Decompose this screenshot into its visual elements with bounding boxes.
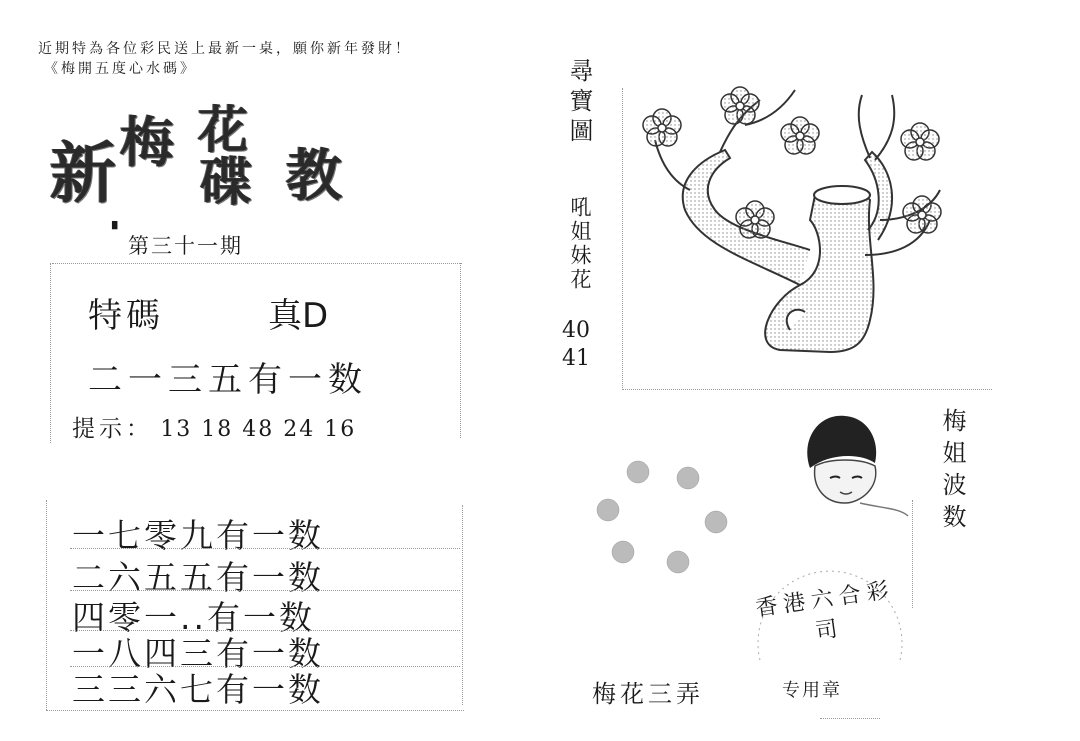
list-row-3: 四零一..有一数 [72, 598, 315, 637]
divider-top [52, 263, 462, 264]
special-value: 真D [268, 296, 329, 336]
tree-frame-bottom [622, 389, 992, 390]
main-line: 二一三五有一数 [88, 360, 368, 400]
frame-left-top [50, 263, 51, 443]
treasure-num-2: 41 [562, 346, 590, 371]
header-line-1: 近期特為各位彩民送上最新一桌，願你新年發財！ [38, 41, 412, 57]
frame-right-top [460, 263, 461, 438]
stamp-top-text: 香港六合彩司 [754, 577, 897, 645]
title-char-3: 花 [198, 101, 248, 159]
frame-right-bottom [462, 505, 463, 705]
plum-tree-illustration [630, 80, 960, 380]
title-char-4: 碟 [200, 153, 253, 213]
special-label: 特碼 [88, 296, 164, 336]
decorative-ring [588, 450, 738, 585]
row-divider-1 [70, 548, 460, 549]
list-row-5: 三三六七有一数 [72, 670, 324, 709]
footer-rule [820, 718, 880, 719]
title-char-1: 新 [50, 135, 116, 212]
main-title [50, 92, 360, 213]
title-char-2: 梅 [120, 111, 174, 174]
header-line-2: 《梅開五度心水碼》 [44, 61, 197, 77]
row-divider-2 [70, 590, 460, 591]
frame-left-bottom [46, 500, 47, 710]
hint-label: 提示： [72, 416, 153, 442]
hint-row [72, 410, 356, 443]
issue-label: 第三十一期 [128, 234, 243, 258]
side-caption: 梅姐波数 [938, 408, 966, 536]
list-row-1: 一七零九有一数 [72, 516, 324, 555]
list-row-4: 一八四三有一数 [72, 634, 324, 673]
title-char-5: 教 [286, 144, 342, 209]
footer-title: 梅花三弄 [592, 680, 704, 708]
treasure-num-1: 40 [562, 318, 590, 343]
bullet-mark: ▘ [112, 222, 123, 238]
tree-frame-left [622, 88, 623, 388]
treasure-title: 尋寶圖 [565, 58, 593, 148]
stamp-bottom-text: 专用章 [782, 680, 842, 701]
hint-numbers: 13 18 48 24 16 [160, 417, 357, 442]
list-row-2: 二六五五有一数 [72, 558, 324, 597]
treasure-caption: 吼姐妹花 [568, 196, 592, 292]
girl-portrait-illustration [790, 408, 910, 518]
